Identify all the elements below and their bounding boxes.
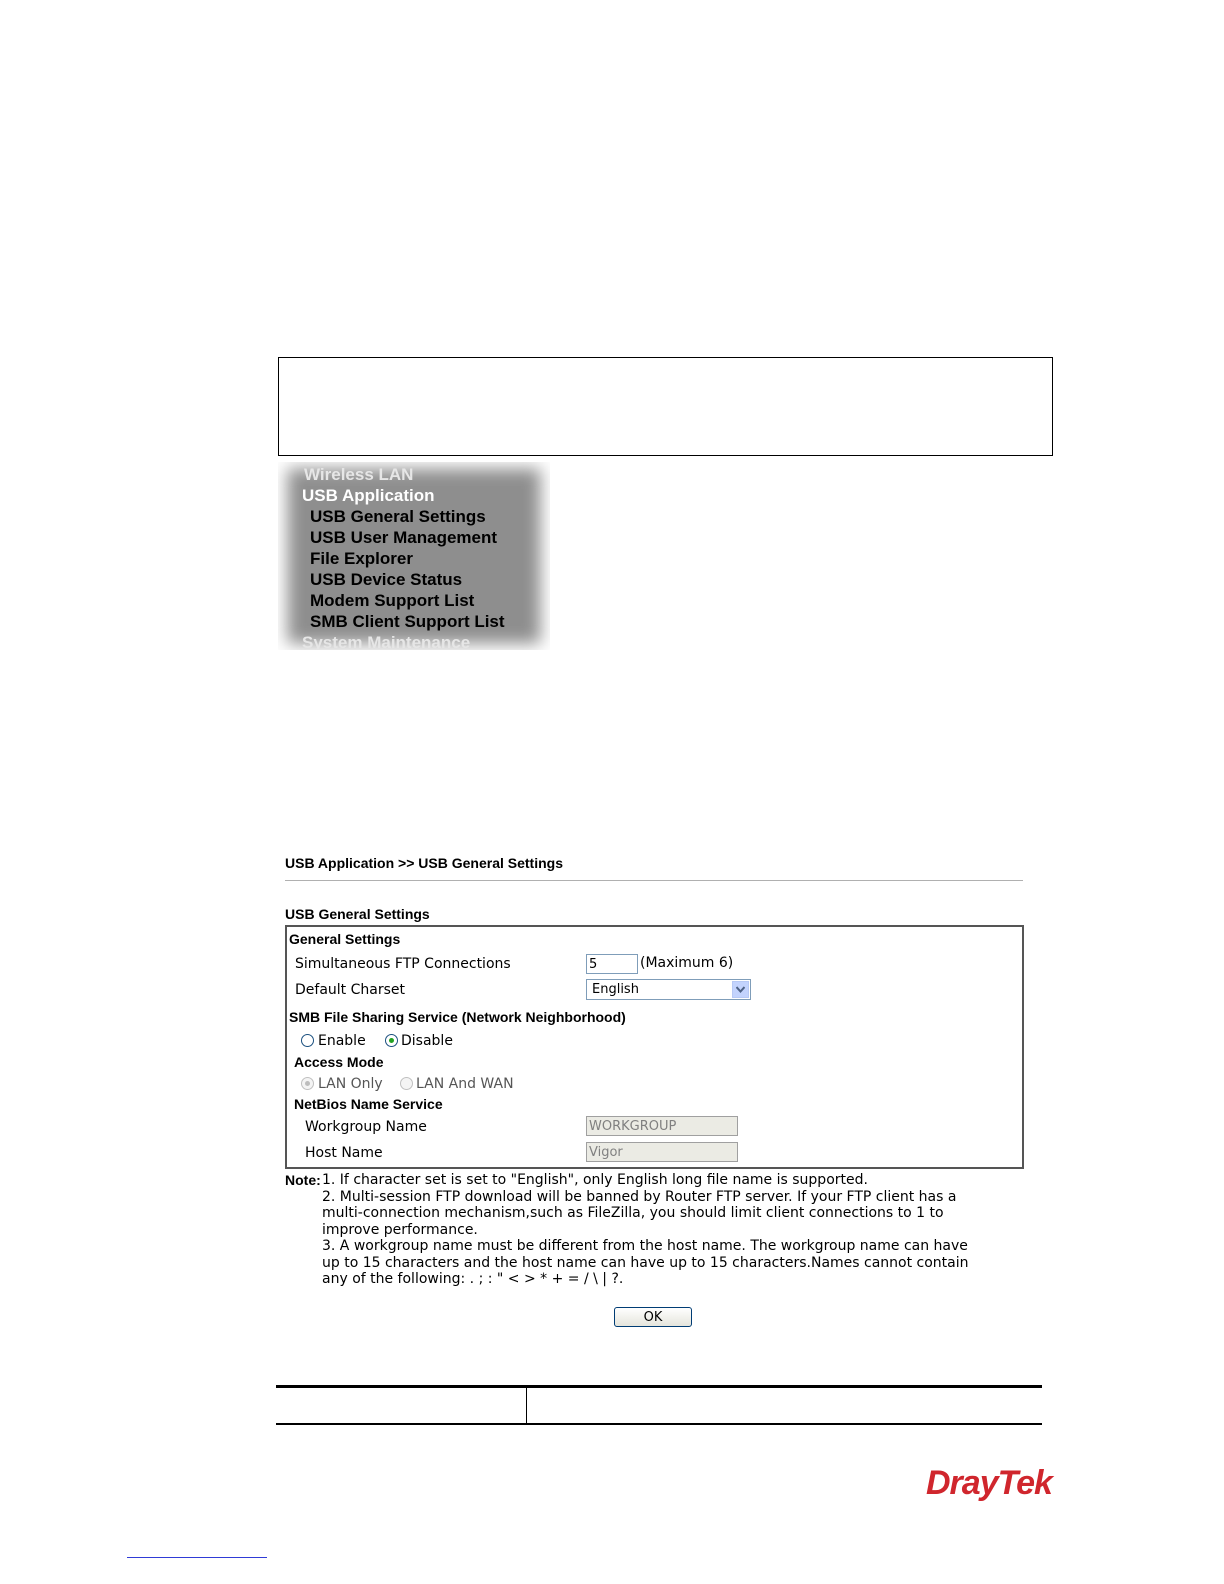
menu-item-wireless-lan[interactable]: Wireless LAN bbox=[304, 465, 414, 484]
default-charset-value: English bbox=[592, 982, 639, 997]
note-line: 3. A workgroup name must be different from the host name. The workgroup name can have bbox=[322, 1238, 968, 1254]
note-line: 2. Multi-session FTP download will be banned by Router FTP server. If your FTP client has a bbox=[322, 1188, 957, 1205]
smb-enable-radio[interactable] bbox=[301, 1034, 314, 1047]
draytek-logo: DrayTek bbox=[926, 1464, 1052, 1502]
default-charset-label: Default Charset bbox=[295, 982, 405, 998]
note-line: 1. If character set is set to "English", only English long file name is supported. bbox=[322, 1172, 868, 1188]
chevron-down-icon[interactable] bbox=[732, 981, 749, 998]
workgroup-name-input[interactable] bbox=[586, 1116, 738, 1136]
smb-heading: SMB File Sharing Service (Network Neighborhood) bbox=[289, 1009, 626, 1025]
menu-item-file-explorer[interactable]: File Explorer bbox=[310, 549, 413, 568]
smb-disable-radio[interactable] bbox=[385, 1034, 398, 1047]
menu-item-usb-user-management[interactable]: USB User Management bbox=[310, 528, 498, 547]
menu-header-usb-application[interactable]: USB Application bbox=[302, 486, 435, 505]
access-mode-heading: Access Mode bbox=[294, 1054, 384, 1070]
lan-and-wan-label[interactable]: LAN And WAN bbox=[416, 1076, 514, 1092]
note-label: Note: bbox=[285, 1172, 321, 1188]
footer-link-underline[interactable] bbox=[127, 1557, 267, 1558]
table-bottom-rule bbox=[276, 1423, 1042, 1425]
ftp-connections-hint: (Maximum 6) bbox=[640, 955, 734, 971]
settings-panel bbox=[285, 925, 1024, 1169]
note-line: up to 15 characters and the host name can have up to 15 characters.Names cannot contain bbox=[322, 1254, 969, 1271]
smb-disable-label[interactable]: Disable bbox=[401, 1033, 453, 1049]
workgroup-name-label: Workgroup Name bbox=[305, 1119, 427, 1135]
note-line: improve performance. bbox=[322, 1221, 478, 1238]
default-charset-select[interactable] bbox=[586, 979, 751, 1000]
host-name-label: Host Name bbox=[305, 1145, 383, 1161]
note-line: multi-connection mechanism,such as FileZilla, you should limit client connections to 1 to bbox=[322, 1205, 944, 1221]
lan-only-radio[interactable] bbox=[301, 1077, 314, 1090]
menu-item-usb-general-settings[interactable]: USB General Settings bbox=[310, 507, 486, 526]
ftp-connections-label: Simultaneous FTP Connections bbox=[295, 956, 511, 972]
netbios-heading: NetBios Name Service bbox=[294, 1096, 443, 1112]
usb-application-menu bbox=[278, 462, 550, 650]
table-top-rule bbox=[276, 1385, 1042, 1388]
table-column-divider bbox=[526, 1388, 527, 1423]
header-divider bbox=[285, 880, 1023, 881]
section-title: USB General Settings bbox=[285, 906, 430, 922]
breadcrumb: USB Application >> USB General Settings bbox=[285, 855, 563, 871]
menu-item-smb-client-support-list[interactable]: SMB Client Support List bbox=[310, 612, 505, 631]
menu-item-system-maintenance[interactable]: System Maintenance bbox=[302, 633, 471, 650]
general-settings-heading: General Settings bbox=[289, 931, 401, 947]
lan-only-label[interactable]: LAN Only bbox=[318, 1076, 383, 1092]
smb-enable-label[interactable]: Enable bbox=[318, 1033, 366, 1049]
host-name-input[interactable] bbox=[586, 1142, 738, 1162]
menu-item-usb-device-status[interactable]: USB Device Status bbox=[310, 570, 463, 589]
note-box bbox=[278, 357, 1053, 456]
menu-item-modem-support-list[interactable]: Modem Support List bbox=[310, 591, 475, 610]
ftp-connections-input[interactable] bbox=[586, 954, 638, 974]
lan-and-wan-radio[interactable] bbox=[400, 1077, 413, 1090]
note-line: any of the following: . ; : " < > * + = / \ | ?. bbox=[322, 1271, 624, 1287]
ok-button[interactable]: OK bbox=[614, 1307, 692, 1327]
